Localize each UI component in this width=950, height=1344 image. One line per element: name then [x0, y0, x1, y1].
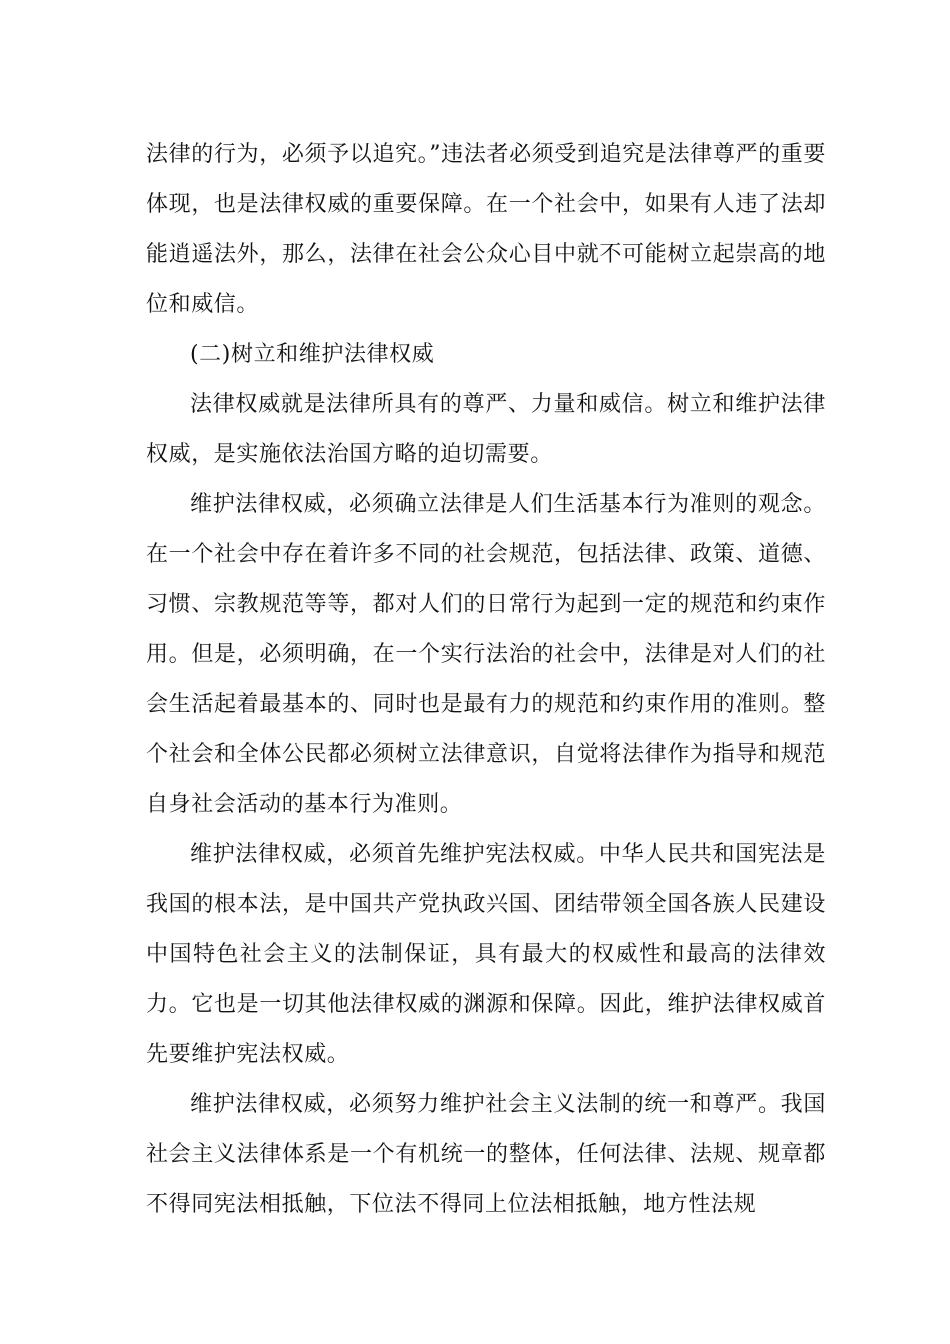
paragraph-continuation: 法律的行为，必须予以追究。”违法者必须受到追究是法律尊严的重要体现，也是法律权威的重要保障。在一个社会中，如果有人违了法却能逍遥法外，那么，法律在社会公众心目中就不可能树立起崇高的地位和威信。 [146, 142, 826, 317]
paragraph: 维护法律权威，必须首先维护宪法权威。中华人民共和国宪法是我国的根本法，是中国共产党执政兴国、团结带领全国各族人民建设中国特色社会主义的法制保证，具有最大的权威性和最高的法律效力。它也是一切其他法律权威的渊源和保障。因此，维护法律权威首先要维护宪法权威。 [146, 842, 826, 1067]
paragraph: 法律权威就是法律所具有的尊严、力量和威信。树立和维护法律权威，是实施依法治国方略的迫切需要。 [146, 392, 826, 467]
section-heading: (二)树立和维护法律权威 [190, 342, 435, 367]
paragraph: 维护法律权威，必须确立法律是人们生活基本行为准则的观念。在一个社会中存在着许多不同的社会规范，包括法律、政策、道德、习惯、宗教规范等等，都对人们的日常行为起到一定的规范和约束作用。但是，必须明确，在一个实行法治的社会中，法律是对人们的社会生活起着最基本的、同时也是最有力的规范和约束作用的准则。整个社会和全体公民都必须树立法律意识，自觉将法律作为指导和规范自身社会活动的基本行为准则。 [146, 492, 826, 817]
document-body [146, 130, 826, 1230]
paragraph: 维护法律权威，必须努力维护社会主义法制的统一和尊严。我国社会主义法律体系是一个有机统一的整体，任何法律、法规、规章都不得同宪法相抵触，下位法不得同上位法相抵触，地方性法规 [146, 1092, 826, 1217]
